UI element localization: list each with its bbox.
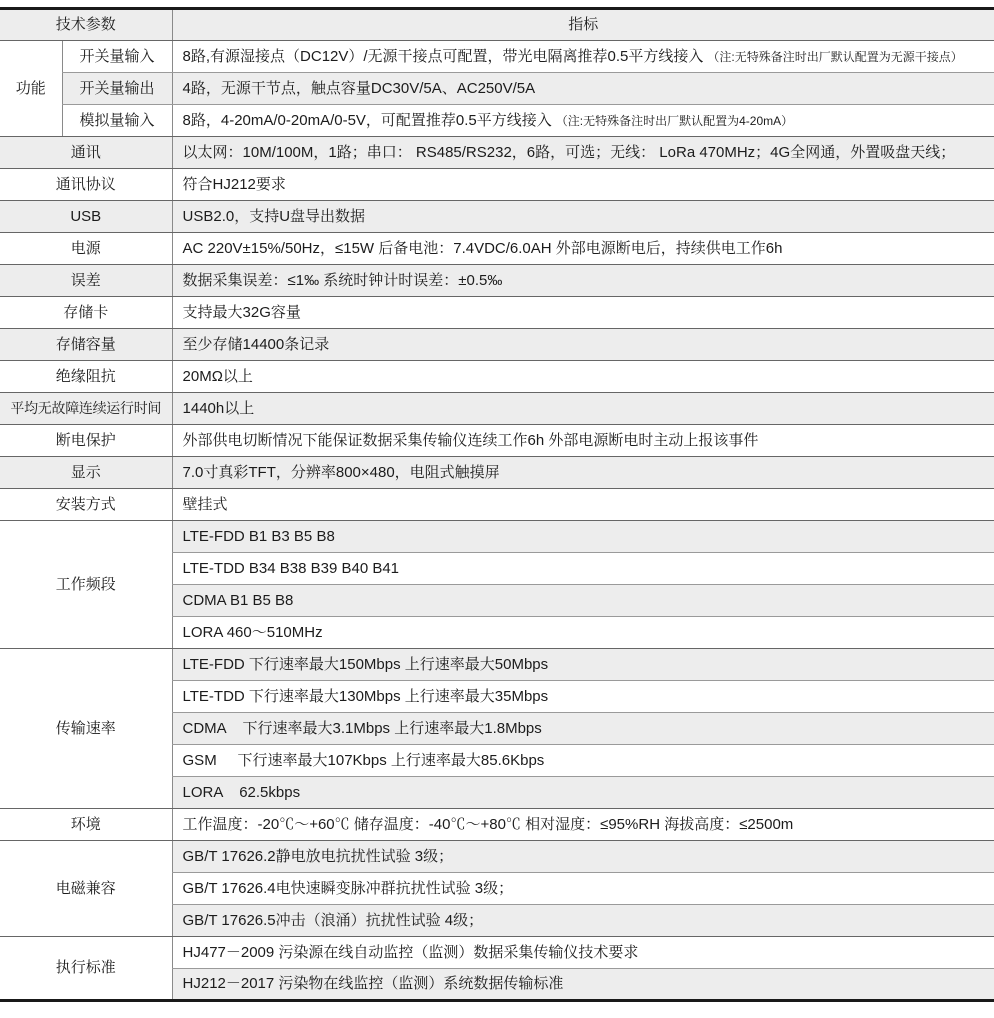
param-label-insulation: 绝缘阻抗 (0, 361, 172, 393)
spec-row-environment (0, 809, 994, 841)
param-value-band-cdma: CDMA B1 B5 B8 (172, 585, 994, 617)
param-label-standard-group: 执行标准 (55, 959, 116, 976)
spec-row-analog-input (0, 105, 994, 137)
spec-row-band-lte-fdd (0, 521, 994, 553)
param-value-band-lte-tdd: LTE-TDD B34 B38 B39 B40 B41 (172, 553, 994, 585)
param-value-emc-surge: GB/T 17626.5冲击（浪涌）抗扰性试验 4级； (172, 905, 994, 937)
param-value-comm: 以太网：10M/100M，1路；串口： RS485/RS232，6路，可选；无线： LoRa 470MHz；4G全网通，外置吸盘天线； (172, 137, 994, 169)
param-label-power: 电源 (0, 233, 172, 265)
param-label-emc-group: 电磁兼容 (0, 841, 172, 937)
param-value-storage-card: 支持最大32G容量 (172, 297, 994, 329)
spec-row-insulation (0, 361, 994, 393)
param-value-rate-lora: LORA 62.5kbps (172, 777, 994, 809)
param-label-environment: 环境 (0, 809, 172, 841)
param-value-usb: USB2.0，支持U盘导出数据 (172, 201, 994, 233)
param-value-rate-cdma: CDMA 下行速率最大3.1Mbps 上行速率最大1.8Mbps (172, 713, 994, 745)
param-value-insulation: 20MΩ以上 (172, 361, 994, 393)
spec-row-mtbf (0, 393, 994, 425)
spec-row-error (0, 265, 994, 297)
param-label-analog-input: 模拟量输入 (62, 105, 172, 137)
param-label-band-group: 工作频段 (0, 521, 172, 649)
param-label-mtbf: 平均无故障连续运行时间 (0, 393, 172, 425)
param-label-switch-input: 开关量输入 (62, 41, 172, 73)
spec-row-comm (0, 137, 994, 169)
param-label-mounting: 安装方式 (0, 489, 172, 521)
value-text: 8路,有源湿接点（DC12V）/无源干接点可配置，带光电隔离推荐0.5平方线接入 (182, 47, 704, 65)
param-value-mtbf: 1440h以上 (172, 393, 994, 425)
header-param-label: 技术参数 (0, 9, 172, 41)
param-label-usb: USB (0, 201, 172, 233)
param-value-band-lora: LORA 460～510MHz (172, 617, 994, 649)
header-value-label: 指标 (172, 9, 994, 41)
param-value-std-hj477: HJ477－2009 污染源在线自动监控（监测）数据采集传输仪技术要求 (172, 937, 994, 969)
param-value-power-off-protect: 外部供电切断情况下能保证数据采集传输仪连续工作6h 外部电源断电时主动上报该事件 (172, 425, 994, 457)
spec-row-storage-card (0, 297, 994, 329)
param-value-display: 7.0寸真彩TFT，分辨率800×480，电阻式触摸屏 (172, 457, 994, 489)
param-label-comm: 通讯 (0, 137, 172, 169)
factory-default-note: （注:无特殊备注时出厂默认配置为4-20mA） (555, 113, 794, 128)
param-label-display: 显示 (0, 457, 172, 489)
param-label-rate-group: 传输速率 (0, 649, 172, 809)
param-value-switch-output (172, 73, 994, 105)
param-value-switch-input (172, 41, 994, 73)
spec-row-std-hj477 (0, 937, 994, 969)
spec-row-switch-output (0, 73, 994, 105)
spec-row-emc-esd (0, 841, 994, 873)
param-value-emc-esd: GB/T 17626.2静电放电抗扰性试验 3级； (172, 841, 994, 873)
spec-row-power (0, 233, 994, 265)
header-row (0, 9, 994, 41)
param-label-switch-output: 开关量输出 (62, 73, 172, 105)
value-text: 8路，4-20mA/0-20mA/0-5V，可配置推荐0.5平方线接入 (182, 111, 552, 129)
param-label-storage-card: 存储卡 (0, 297, 172, 329)
param-value-power: AC 220V±15%/50Hz，≤15W 后备电池：7.4VDC/6.0AH 外部电源断电后，持续供电工作6h (172, 233, 994, 265)
spec-row-storage-capacity (0, 329, 994, 361)
param-value-mounting: 壁挂式 (172, 489, 994, 521)
spec-row-power-off-protect (0, 425, 994, 457)
param-value-analog-input (172, 105, 994, 137)
param-label-function: 功能 (0, 41, 62, 137)
value-text: 4路，无源干节点，触点容量DC30V/5A、AC250V/5A (182, 79, 536, 97)
spec-row-switch-input (0, 41, 994, 73)
spec-table (0, 7, 994, 1002)
param-value-rate-lte-fdd: LTE-FDD 下行速率最大150Mbps 上行速率最大50Mbps (172, 649, 994, 681)
param-value-environment: 工作温度：-20℃～+60℃ 储存温度：-40℃～+80℃ 相对湿度：≤95%RH 海拔高度：≤2500m (172, 809, 994, 841)
param-value-emc-eft: GB/T 17626.4电快速瞬变脉冲群抗扰性试验 3级； (172, 873, 994, 905)
spec-row-display (0, 457, 994, 489)
spec-row-usb (0, 201, 994, 233)
factory-default-note: （注:无特殊备注时出厂默认配置为无源干接点） (707, 49, 963, 64)
param-label-power-off-protect: 断电保护 (0, 425, 172, 457)
param-value-band-lte-fdd: LTE-FDD B1 B3 B5 B8 (172, 521, 994, 553)
param-label-storage-capacity: 存储容量 (0, 329, 172, 361)
param-label-comm-protocol: 通讯协议 (0, 169, 172, 201)
param-value-rate-lte-tdd: LTE-TDD 下行速率最大130Mbps 上行速率最大35Mbps (172, 681, 994, 713)
param-value-std-hj212: HJ212－2017 污染物在线监控（监测）系统数据传输标准 (172, 969, 994, 1001)
spec-row-rate-lte-fdd (0, 649, 994, 681)
spec-row-mounting (0, 489, 994, 521)
param-value-error: 数据采集误差：≤1‰ 系统时钟计时误差：±0.5‰ (172, 265, 994, 297)
param-value-comm-protocol: 符合HJ212要求 (172, 169, 994, 201)
param-value-storage-capacity: 至少存储14400条记录 (172, 329, 994, 361)
param-label-error: 误差 (0, 265, 172, 297)
param-value-rate-gsm: GSM 下行速率最大107Kbps 上行速率最大85.6Kbps (172, 745, 994, 777)
spec-row-comm-protocol (0, 169, 994, 201)
